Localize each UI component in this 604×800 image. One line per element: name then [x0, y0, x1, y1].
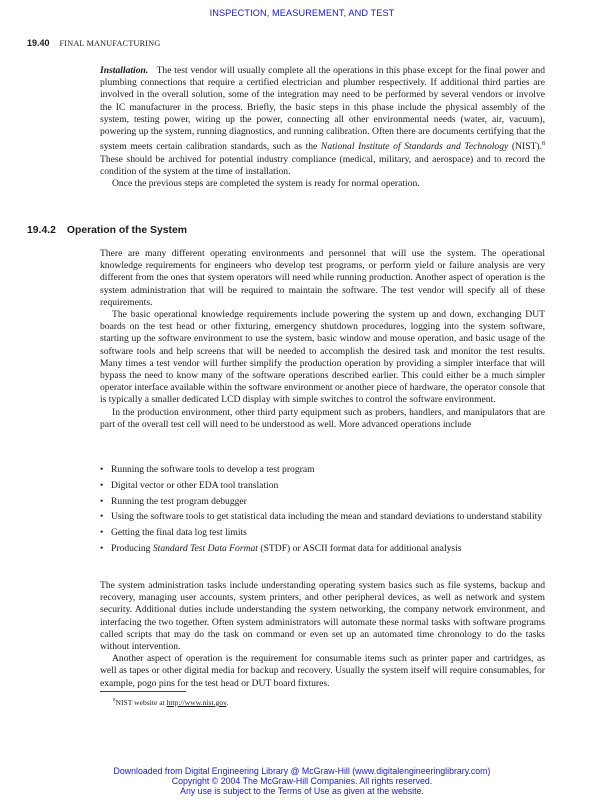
section-number: 19.4.2: [27, 225, 56, 236]
list-item-text: Running the test program debugger: [111, 495, 247, 507]
operation-block: [100, 248, 545, 431]
list-item: [100, 464, 545, 476]
installation-paragraph: [100, 65, 545, 178]
bullet-icon: •: [100, 527, 104, 539]
list-item: [100, 480, 545, 492]
administration-paragraph: The system administration tasks include understanding operating system basics such as file systems, backup and recovery, managing user accounts, system printers, and other peripheral devices, as well as network and system security. Additional duties include understanding the system networking, the company network environment, and interfacing the two together. Often system administrators will automate these normal tasks with software programs called scripts that may do the task on command or even set up an automated time chronology to do the tasks without intervention.: [100, 580, 545, 653]
bullet-icon: •: [100, 542, 104, 554]
list-item-text: Using the software tools to get statistical data including the mean and standard deviations to understand stability: [111, 511, 543, 523]
page-number: 19.40: [27, 38, 50, 48]
installation-text-end: These should be archived for potential industry compliance (medical, military, and aerospace) and to record the condition of the system at the time of installation.: [100, 153, 545, 177]
footnote-end: .: [226, 698, 229, 707]
list-item-text: Producing Standard Test Data Format (STDF) or ASCII format data for additional analysis: [111, 542, 462, 554]
administration-block: [100, 580, 545, 690]
terms-notice[interactable]: Any use is subject to the Terms of Use as given at the website.: [180, 786, 424, 797]
nist-name: National Institute of Standards and Technology: [320, 141, 509, 153]
bullet-icon: •: [100, 479, 104, 491]
download-notice-link[interactable]: Downloaded from Digital Engineering Library @ McGraw-Hill (www.digitalengineeringlibrary.com): [113, 766, 491, 776]
footnote-text: NIST website at: [115, 698, 165, 707]
list-item: [100, 527, 545, 539]
list-item: [100, 511, 545, 523]
section-title: Operation of the System: [66, 225, 187, 236]
installation-text: The test vendor will usually complete all the operations in this phase except for the final power and plumbing connections that require a certified electrician and plumber respectively. If additional third parties are involved in the overall solution, some of the integration may need to be performed by several vendors or involve the IC manufacturer in the process. Briefly, the basic steps in this phase include the physical assembly of the system, testing power, wiring up the power, connecting all other environmental needs (water, air, vacuum), powering up the system, running diagnostics, and running calibration. Often there are documents certifying that the system meets certain calibration standards, such as the: [100, 65, 545, 153]
running-head: [27, 38, 160, 48]
consumables-paragraph: Another aspect of operation is the requirement for consumable items such as printer paper and cartridges, as well as tapes or other digital media for backup and recovery. Usually the system itself will require consumables, for example, pogo pins for the test head or DUT board fixtures.: [100, 653, 545, 689]
bullet-icon: •: [100, 464, 104, 475]
chapter-title: FINAL MANUFACTURING: [59, 39, 161, 48]
list-item-text: Digital vector or other EDA tool translation: [111, 479, 279, 491]
installation-heading: Installation.: [100, 65, 149, 76]
installation-paragraph-2: Once the previous steps are completed the system is ready for normal operation.: [112, 178, 420, 190]
list-item-text: Running the software tools to develop a test program: [111, 464, 315, 475]
operation-paragraph-3: In the production environment, other third party equipment such as probers, handlers, and manipulators that are part of the overall test cell will need to be understood as well. More advanced operations include: [100, 406, 545, 430]
nist-link[interactable]: http://www.nist.gov: [166, 698, 227, 707]
nist-abbrev: (NIST).: [511, 141, 542, 153]
footnote: [113, 698, 228, 707]
list-item: [100, 496, 545, 508]
bullet-icon: •: [100, 511, 104, 523]
footnote-ref: 8: [541, 141, 545, 148]
advanced-operations-list: [100, 464, 545, 559]
copyright-notice: Copyright © 2004 The McGraw-Hill Companies. All rights reserved.: [171, 776, 433, 787]
footnote-mark: 8: [113, 698, 116, 704]
footnote-divider: [100, 691, 186, 692]
list-item: [100, 543, 545, 555]
section-heading: [27, 225, 187, 236]
bullet-icon: •: [100, 495, 104, 507]
operation-paragraph-2: The basic operational knowledge requirements include powering the system up and down, exchanging DUT boards on the test head or other fixturing, emergency shutdown procedures, logging into the system software, starting up the software environment to use the system, basic window and mouse operation, and basic usage of the software tools and help screens that will be needed to accomplish the desired task and monitor the test results. Many times a test vendor will further simplify the production operation by providing a simpler interface that will bypass the need to know many of the software operations described earlier. This could either be a much simpler operator interface available within the software environment or another piece of hardware, the operator console that is typically a smaller dedicated LCD display with simple switches to control the software environment.: [100, 309, 545, 406]
bottom-banner: [0, 766, 604, 797]
operation-paragraph-1: There are many different operating environments and personnel that will use the system. The operational knowledge requirements for engineers who develop test programs, or perform yield or failure analysis are very different from the ones that system operators will need while running production. Another aspect of operation is the system administration that will be required to maintain the software. The test vendor will specify all of these requirements.: [100, 248, 545, 308]
installation-block: [100, 65, 545, 190]
list-item-text: Getting the final data log test limits: [111, 527, 247, 539]
top-banner: INSPECTION, MEASUREMENT, AND TEST: [209, 8, 395, 18]
